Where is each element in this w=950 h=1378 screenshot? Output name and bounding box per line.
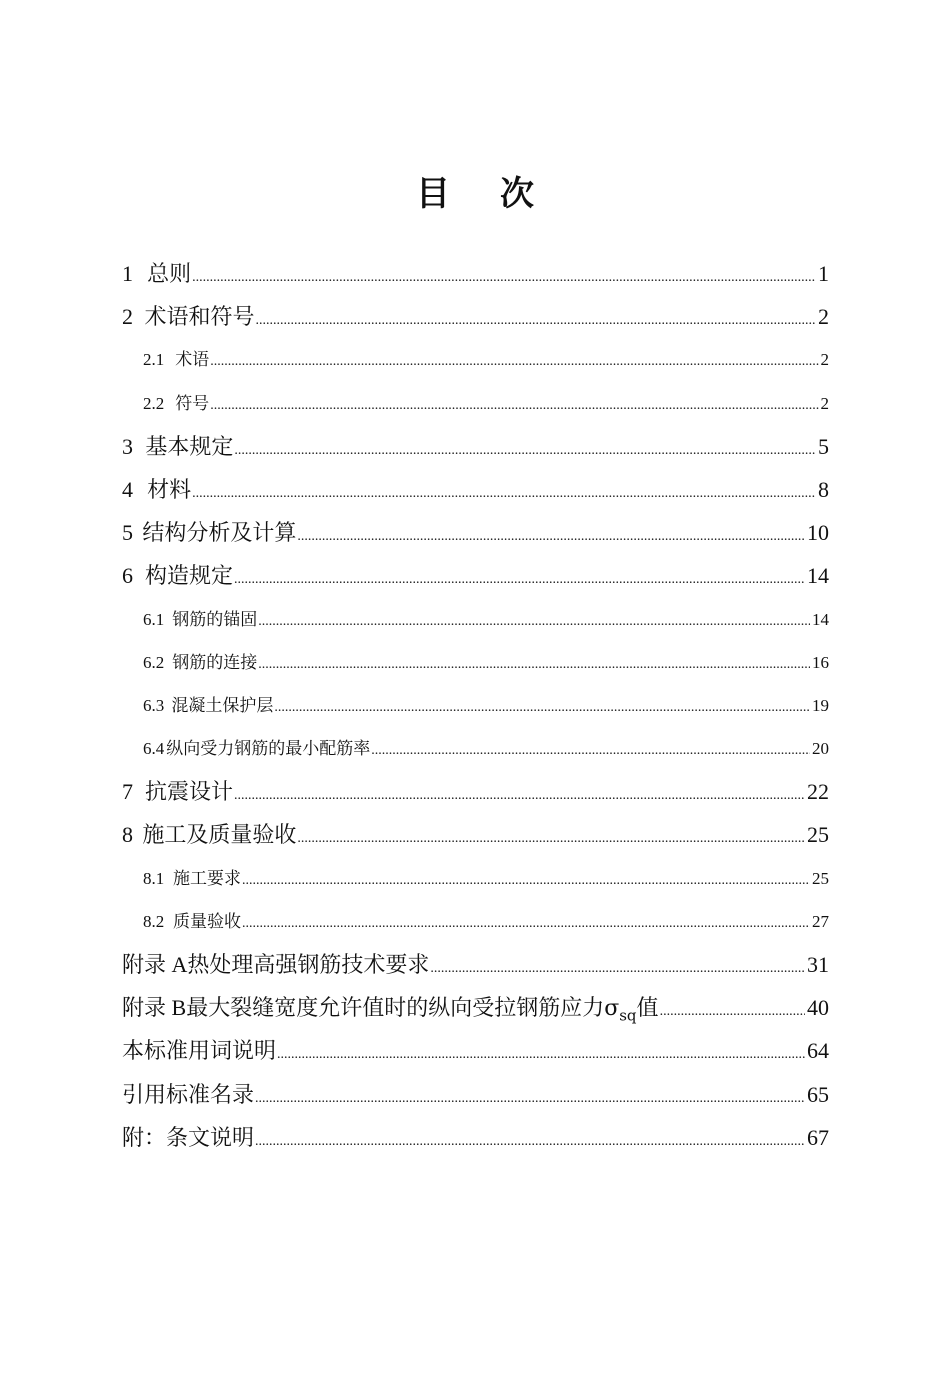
dot-leader (660, 986, 805, 1033)
toc-entry-label: 本标准用词说明 (122, 1039, 277, 1065)
toc-entry-label: 抗震设计 (144, 780, 233, 806)
dot-leader (192, 252, 816, 299)
toc-entry-label-text: 最大裂缝宽度允许值时的纵向受拉钢筋应力 (186, 996, 605, 1022)
toc-entry-number: 2.2 (143, 393, 165, 413)
toc-entry-label: 术语 (175, 350, 210, 371)
toc-entry-page: 25 (812, 868, 829, 888)
toc-entry-number: 6.3 (143, 695, 165, 715)
dot-leader (234, 770, 805, 817)
toc-entry-page: 1 (818, 261, 829, 286)
toc-entry-label: 施工及质量验收 (142, 823, 297, 849)
toc-entry-number: 7 (122, 779, 133, 805)
title-part-2: 次 (500, 174, 534, 214)
toc-entry-terms[interactable] (122, 1029, 829, 1072)
toc-entry-page: 19 (812, 695, 829, 715)
toc-entry-page: 40 (807, 995, 829, 1021)
dot-leader (255, 1116, 805, 1163)
toc-entry-4[interactable] (122, 468, 829, 511)
toc-entry-label: 热处理高强钢筋技术要求 (187, 953, 430, 978)
toc-entry-page: 65 (807, 1081, 829, 1107)
toc-entry-label: 钢筋的锚固 (172, 609, 258, 630)
dot-leader (297, 511, 805, 558)
toc-entry-page: 8 (818, 476, 829, 502)
dot-leader (371, 727, 810, 772)
toc-entry-page: 2 (818, 304, 829, 330)
toc-entry-page: 2 (820, 350, 829, 370)
dot-leader (274, 684, 810, 729)
toc-entry-label: 总则 (147, 262, 192, 287)
toc-entry-number: 6.1 (143, 609, 165, 629)
toc-entry-number: 4 (122, 476, 133, 502)
toc-entry-6-2[interactable] (122, 641, 829, 684)
toc-entry-page: 22 (807, 779, 829, 805)
toc-entry-label-suffix: 值 (636, 996, 659, 1022)
dot-leader (242, 857, 810, 902)
toc-entry-7[interactable] (122, 770, 829, 813)
toc-entry-6[interactable] (122, 554, 829, 597)
toc-entry-page: 14 (807, 563, 829, 589)
toc-entry-number: 3 (122, 433, 133, 459)
toc-entry-label: 施工要求 (173, 868, 242, 889)
dot-leader (277, 1029, 805, 1076)
dot-leader (210, 382, 818, 427)
toc-entry-page: 64 (807, 1038, 829, 1064)
sigma-subscript: sq (619, 1006, 637, 1025)
toc-entry-label: 纵向受力钢筋的最小配筋率 (166, 739, 371, 760)
dot-leader (234, 425, 816, 472)
toc-entry-6-3[interactable] (122, 684, 829, 727)
dot-leader (210, 338, 818, 383)
dot-leader (430, 943, 805, 990)
dot-leader (256, 295, 816, 342)
table-of-contents (122, 252, 829, 1159)
toc-entry-label: 结构分析及计算 (142, 521, 297, 547)
toc-entry-number: 6.2 (143, 652, 165, 672)
toc-entry-page: 20 (812, 739, 829, 759)
toc-entry-label: 符号 (175, 393, 210, 414)
toc-entry-3[interactable] (122, 425, 829, 468)
toc-entry-number: 6 (122, 563, 133, 589)
toc-entry-page: 25 (807, 822, 829, 848)
toc-entry-label (186, 987, 658, 1030)
toc-entry-1[interactable] (122, 252, 829, 295)
toc-entry-number: 1 (122, 261, 133, 286)
toc-entry-page: 16 (812, 652, 829, 672)
toc-entry-label: 混凝土保护层 (171, 695, 274, 716)
toc-entry-number: 2.1 (143, 350, 165, 370)
dot-leader (192, 468, 816, 515)
toc-entry-page: 27 (812, 911, 829, 931)
toc-entry-page: 67 (807, 1124, 829, 1150)
toc-entry-label: 材料 (147, 477, 192, 503)
toc-entry-number: 8.2 (143, 911, 165, 931)
toc-entry-number: 5 (122, 520, 133, 546)
toc-entry-appendix-b[interactable] (122, 986, 829, 1029)
toc-entry-page: 10 (807, 520, 829, 546)
toc-entry-label: 钢筋的连接 (172, 652, 258, 673)
toc-entry-number: 8.1 (143, 868, 165, 888)
dot-leader (242, 900, 810, 945)
toc-entry-2[interactable] (122, 295, 829, 338)
dot-leader (255, 1073, 805, 1120)
toc-entry-label: 构造规定 (144, 564, 233, 590)
sigma-letter: σ (604, 996, 620, 1022)
toc-entry-page: 5 (818, 433, 829, 459)
page-title (0, 168, 950, 220)
toc-entry-label: 术语和符号 (144, 305, 255, 331)
dot-leader (297, 813, 805, 860)
toc-entry-references[interactable] (122, 1073, 829, 1116)
toc-entry-8-2[interactable] (122, 900, 829, 943)
title-part-1: 目 (416, 174, 450, 214)
toc-entry-label: 质量验收 (173, 911, 242, 932)
toc-entry-number: 附录 B (122, 995, 187, 1021)
toc-entry-number: 附录 A (122, 952, 188, 977)
toc-entry-appendix-a[interactable] (122, 943, 829, 986)
toc-entry-number: 8 (122, 822, 133, 848)
toc-entry-2-1[interactable] (122, 338, 829, 381)
toc-entry-label: 基本规定 (145, 434, 234, 460)
toc-entry-number: 6.4 (143, 739, 165, 759)
sigma-symbol (604, 996, 637, 1025)
toc-entry-commentary[interactable] (122, 1116, 829, 1159)
toc-entry-label: 附：条文说明 (122, 1125, 255, 1151)
toc-entry-5[interactable] (122, 511, 829, 554)
dot-leader (258, 641, 810, 686)
toc-entry-page: 14 (812, 609, 829, 629)
toc-entry-8-1[interactable] (122, 857, 829, 900)
toc-entry-page: 2 (820, 393, 829, 413)
toc-entry-8[interactable] (122, 813, 829, 856)
toc-entry-number: 2 (122, 304, 133, 330)
toc-entry-6-4[interactable] (122, 727, 829, 770)
toc-entry-label: 引用标准名录 (122, 1082, 255, 1108)
toc-entry-6-1[interactable] (122, 598, 829, 641)
dot-leader (258, 598, 810, 643)
dot-leader (234, 554, 805, 601)
toc-entry-2-2[interactable] (122, 382, 829, 425)
toc-entry-page: 31 (807, 952, 829, 977)
